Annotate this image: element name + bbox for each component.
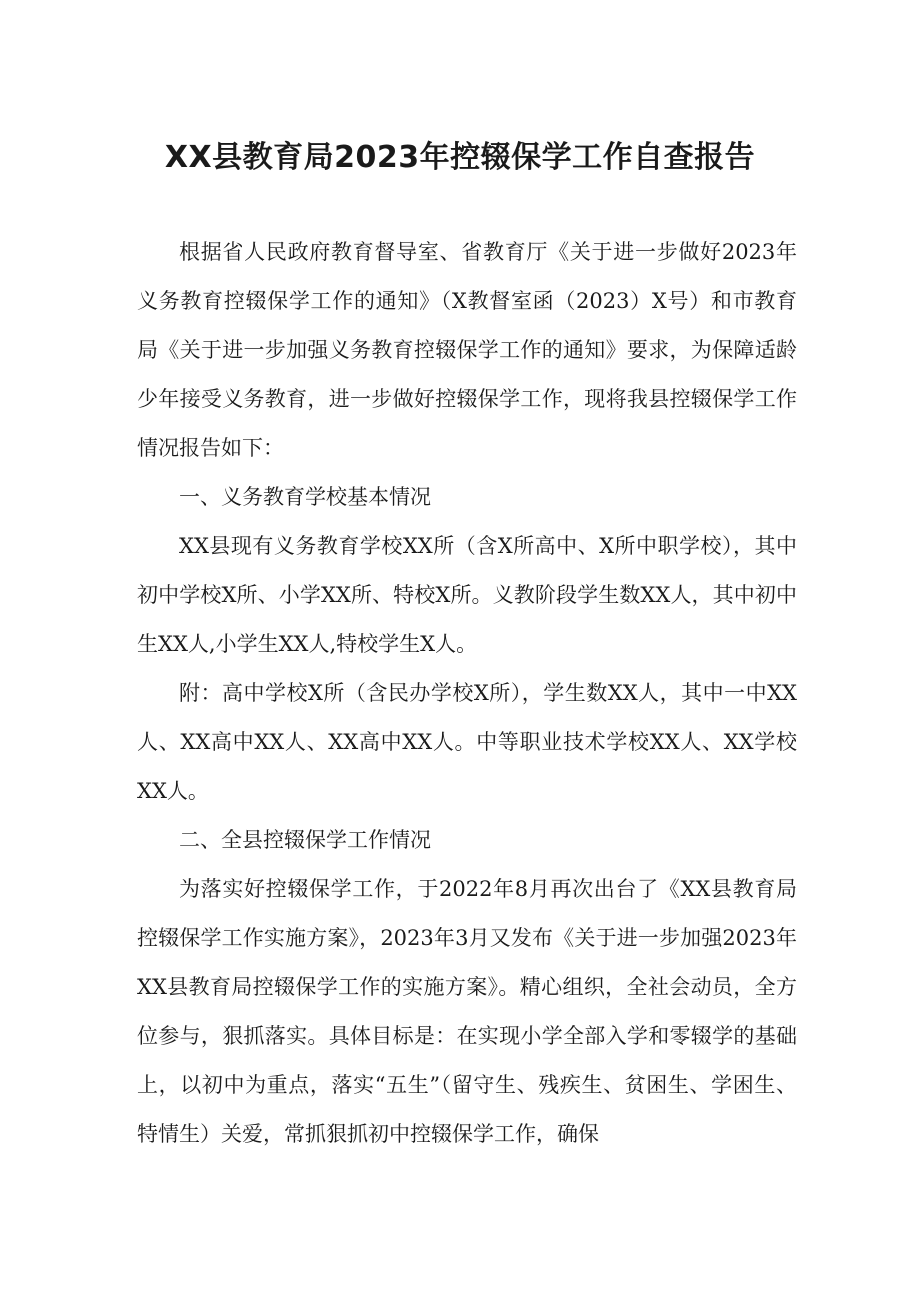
work-status-paragraph: 为落实好控辍保学工作，于2022年8月再次出台了《XX县教育局控辍保学工作实施方案》，2023年3月又发布《关于进一步加强2023年XX县教育局控辍保学工作的实施方案》。精心组织，全社会动员，全方位参与，狠抓落实。具体目标是：在实现小学全部入学和零辍学的基础上，以初中为重点，落实“五生”（留守生、残疾生、贫困生、学困生、特情生）关爱，常抓狠抓初中控辍保学工作，确保 — [137, 877, 797, 1146]
intro-paragraph: 根据省人民政府教育督导室、省教育厅《关于进一步做好2023年义务教育控辍保学工作的通知》（X教督室函（2023）X号）和市教育局《关于进一步加强义务教育控辍保学工作的通知》要求，为保障适龄少年接受义务教育，进一步做好控辍保学工作，现将我县控辍保学工作情况报告如下： — [137, 240, 797, 460]
school-overview-paragraph: XX县现有义务教育学校XX所（含X所高中、X所中职学校），其中初中学校X所、小学XX所、特校X所。义教阶段学生数XX人，其中初中生XX人,小学生XX人,特校学生X人。 — [137, 534, 797, 656]
document-body — [137, 228, 797, 1159]
section-heading-1: 一、义务教育学校基本情况 — [179, 485, 431, 509]
appendix-paragraph: 附：高中学校X所（含民办学校X所），学生数XX人，其中一中XX人、XX高中XX人、XX高中XX人。中等职业技术学校XX人、XX学校XX人。 — [137, 681, 797, 803]
section-heading-2: 二、全县控辍保学工作情况 — [179, 828, 431, 852]
document-title: XX县教育局2023年控辍保学工作自查报告 — [164, 140, 756, 175]
